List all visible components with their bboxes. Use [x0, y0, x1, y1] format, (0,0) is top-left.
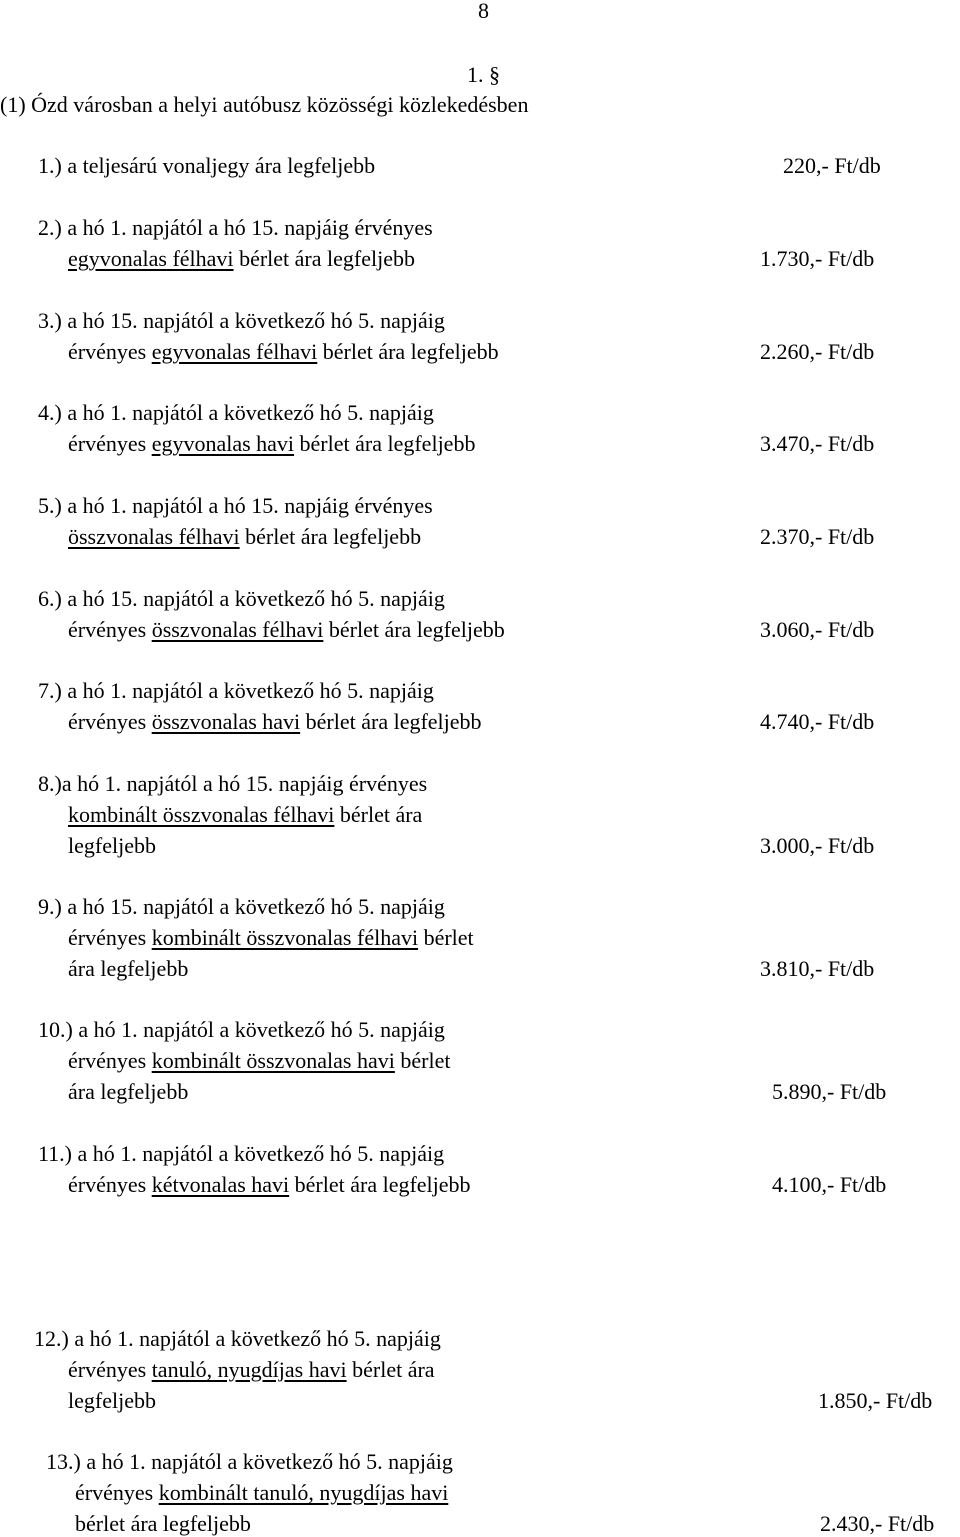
- price-value: 3.470,- Ft/db: [760, 431, 875, 456]
- price-item-line: [38, 310, 445, 332]
- text-segment: érvényes: [68, 617, 152, 642]
- price-item-line: [68, 711, 482, 733]
- price-item-line: [68, 1359, 435, 1381]
- price-item-line: [38, 495, 433, 517]
- text-segment: érvényes: [68, 339, 152, 364]
- price-item-line: [68, 1390, 156, 1412]
- ticket-type-underlined: kétvonalas havi: [151, 1172, 290, 1197]
- price-item-line: [34, 1328, 441, 1350]
- price-item-line: [38, 896, 445, 918]
- text-segment: legfeljebb: [68, 833, 156, 858]
- price-value: 2.260,- Ft/db: [760, 339, 875, 364]
- ticket-type-underlined: kombinált összvonalas havi: [151, 1048, 395, 1073]
- ticket-type-underlined: egyvonalas havi: [151, 431, 295, 456]
- price-item-line: [75, 1513, 251, 1535]
- ticket-type-underlined: egyvonalas félhavi: [151, 339, 318, 364]
- text-segment: ára legfeljebb: [68, 956, 189, 981]
- section-heading: 1. §: [467, 62, 500, 87]
- ticket-type-underlined: összvonalas havi: [151, 709, 301, 734]
- price-item-line: [38, 402, 434, 424]
- text-segment: bérlet ára: [334, 802, 423, 827]
- text-segment: 7.) a hó 1. napjától a következő hó 5. napjáig: [38, 678, 434, 703]
- price-value: 4.100,- Ft/db: [772, 1172, 887, 1197]
- price-value: 3.810,- Ft/db: [760, 956, 875, 981]
- price-item-line: [68, 927, 474, 949]
- ticket-type-underlined: kombinált összvonalas félhavi: [68, 802, 335, 827]
- price-item-line: [38, 1019, 445, 1041]
- text-segment: 12.) a hó 1. napjától a következő hó 5. napjáig: [34, 1326, 441, 1351]
- text-segment: bérlet ára legfeljebb: [233, 246, 415, 271]
- text-segment: ára legfeljebb: [68, 1079, 189, 1104]
- text-segment: bérlet ára: [346, 1357, 435, 1382]
- text-segment: érvényes: [68, 431, 152, 456]
- price-item-line: [38, 773, 427, 795]
- text-segment: 8.)a hó 1. napjától a hó 15. napjáig érvényes: [38, 771, 428, 796]
- price-value: 3.000,- Ft/db: [760, 833, 875, 858]
- text-segment: 13.) a hó 1. napjától a következő hó 5. napjáig: [46, 1449, 453, 1474]
- text-segment: 5.) a hó 1. napjától a hó 15. napjáig érvényes: [38, 493, 433, 518]
- text-segment: érvényes: [68, 1172, 152, 1197]
- text-segment: bérlet ára legfeljebb: [239, 524, 422, 549]
- price-value: 220,- Ft/db: [783, 153, 881, 178]
- text-segment: 11.) a hó 1. napjától a következő hó 5. napjáig: [38, 1141, 445, 1166]
- text-segment: bérlet ára legfeljebb: [300, 709, 482, 734]
- price-item-line: [68, 526, 421, 548]
- price-value: 2.430,- Ft/db: [820, 1511, 935, 1536]
- price-item-line: [68, 1081, 188, 1103]
- text-segment: érvényes: [68, 1048, 152, 1073]
- text-segment: 1.) a teljesárú vonaljegy ára legfeljebb: [38, 153, 376, 178]
- ticket-type-underlined: tanuló, nyugdíjas havi: [151, 1357, 347, 1382]
- price-item-line: [68, 1050, 450, 1072]
- price-value: 1.730,- Ft/db: [760, 246, 875, 271]
- price-item-line: [38, 1143, 444, 1165]
- price-item-line: [38, 217, 433, 239]
- text-segment: bérlet ára legfeljebb: [294, 431, 476, 456]
- price-item-line: [68, 1174, 471, 1196]
- text-segment: bérlet ára legfeljebb: [317, 339, 499, 364]
- price-value: 3.060,- Ft/db: [760, 617, 875, 642]
- price-item-line: [68, 433, 475, 455]
- ticket-type-underlined: összvonalas félhavi: [151, 617, 324, 642]
- price-item-line: [68, 341, 499, 363]
- price-item-line: [68, 835, 156, 857]
- text-segment: legfeljebb: [68, 1388, 156, 1413]
- price-value: 5.890,- Ft/db: [772, 1079, 887, 1104]
- text-segment: 6.) a hó 15. napjától a következő hó 5. napjáig: [38, 586, 445, 611]
- text-segment: bérlet ára legfeljebb: [323, 617, 505, 642]
- text-segment: 9.) a hó 15. napjától a következő hó 5. napjáig: [38, 894, 445, 919]
- price-item-line: [68, 248, 415, 270]
- ticket-type-underlined: kombinált összvonalas félhavi: [151, 925, 419, 950]
- text-segment: 4.) a hó 1. napjától a következő hó 5. napjáig: [38, 400, 434, 425]
- price-item-line: [38, 155, 375, 177]
- price-value: 2.370,- Ft/db: [760, 524, 875, 549]
- price-item-line: [68, 958, 188, 980]
- price-item-line: [68, 619, 505, 641]
- price-item-line: [68, 804, 422, 826]
- text-segment: bérlet: [418, 925, 474, 950]
- ticket-type-underlined: összvonalas félhavi: [68, 524, 240, 549]
- text-segment: bérlet: [394, 1048, 451, 1073]
- text-segment: érvényes: [68, 925, 152, 950]
- text-segment: 10.) a hó 1. napjától a következő hó 5. napjáig: [38, 1017, 445, 1042]
- text-segment: érvényes: [68, 709, 152, 734]
- text-segment: érvényes: [68, 1357, 152, 1382]
- price-value: 4.740,- Ft/db: [760, 709, 875, 734]
- text-segment: érvényes: [75, 1480, 159, 1505]
- page-number: 8: [478, 0, 489, 23]
- text-segment: bérlet ára legfeljebb: [289, 1172, 471, 1197]
- price-item-line: [38, 680, 434, 702]
- price-item-line: [46, 1451, 453, 1473]
- price-value: 1.850,- Ft/db: [818, 1388, 933, 1413]
- text-segment: 2.) a hó 1. napjától a hó 15. napjáig érvényes: [38, 215, 433, 240]
- intro-paragraph: (1) Ózd városban a helyi autóbusz közösségi közlekedésben: [0, 92, 529, 117]
- text-segment: bérlet ára legfeljebb: [75, 1511, 251, 1536]
- ticket-type-underlined: egyvonalas félhavi: [68, 246, 234, 271]
- text-segment: 3.) a hó 15. napjától a következő hó 5. napjáig: [38, 308, 445, 333]
- price-item-line: [38, 588, 445, 610]
- ticket-type-underlined: kombinált tanuló, nyugdíjas havi: [158, 1480, 449, 1505]
- price-item-line: [75, 1482, 448, 1504]
